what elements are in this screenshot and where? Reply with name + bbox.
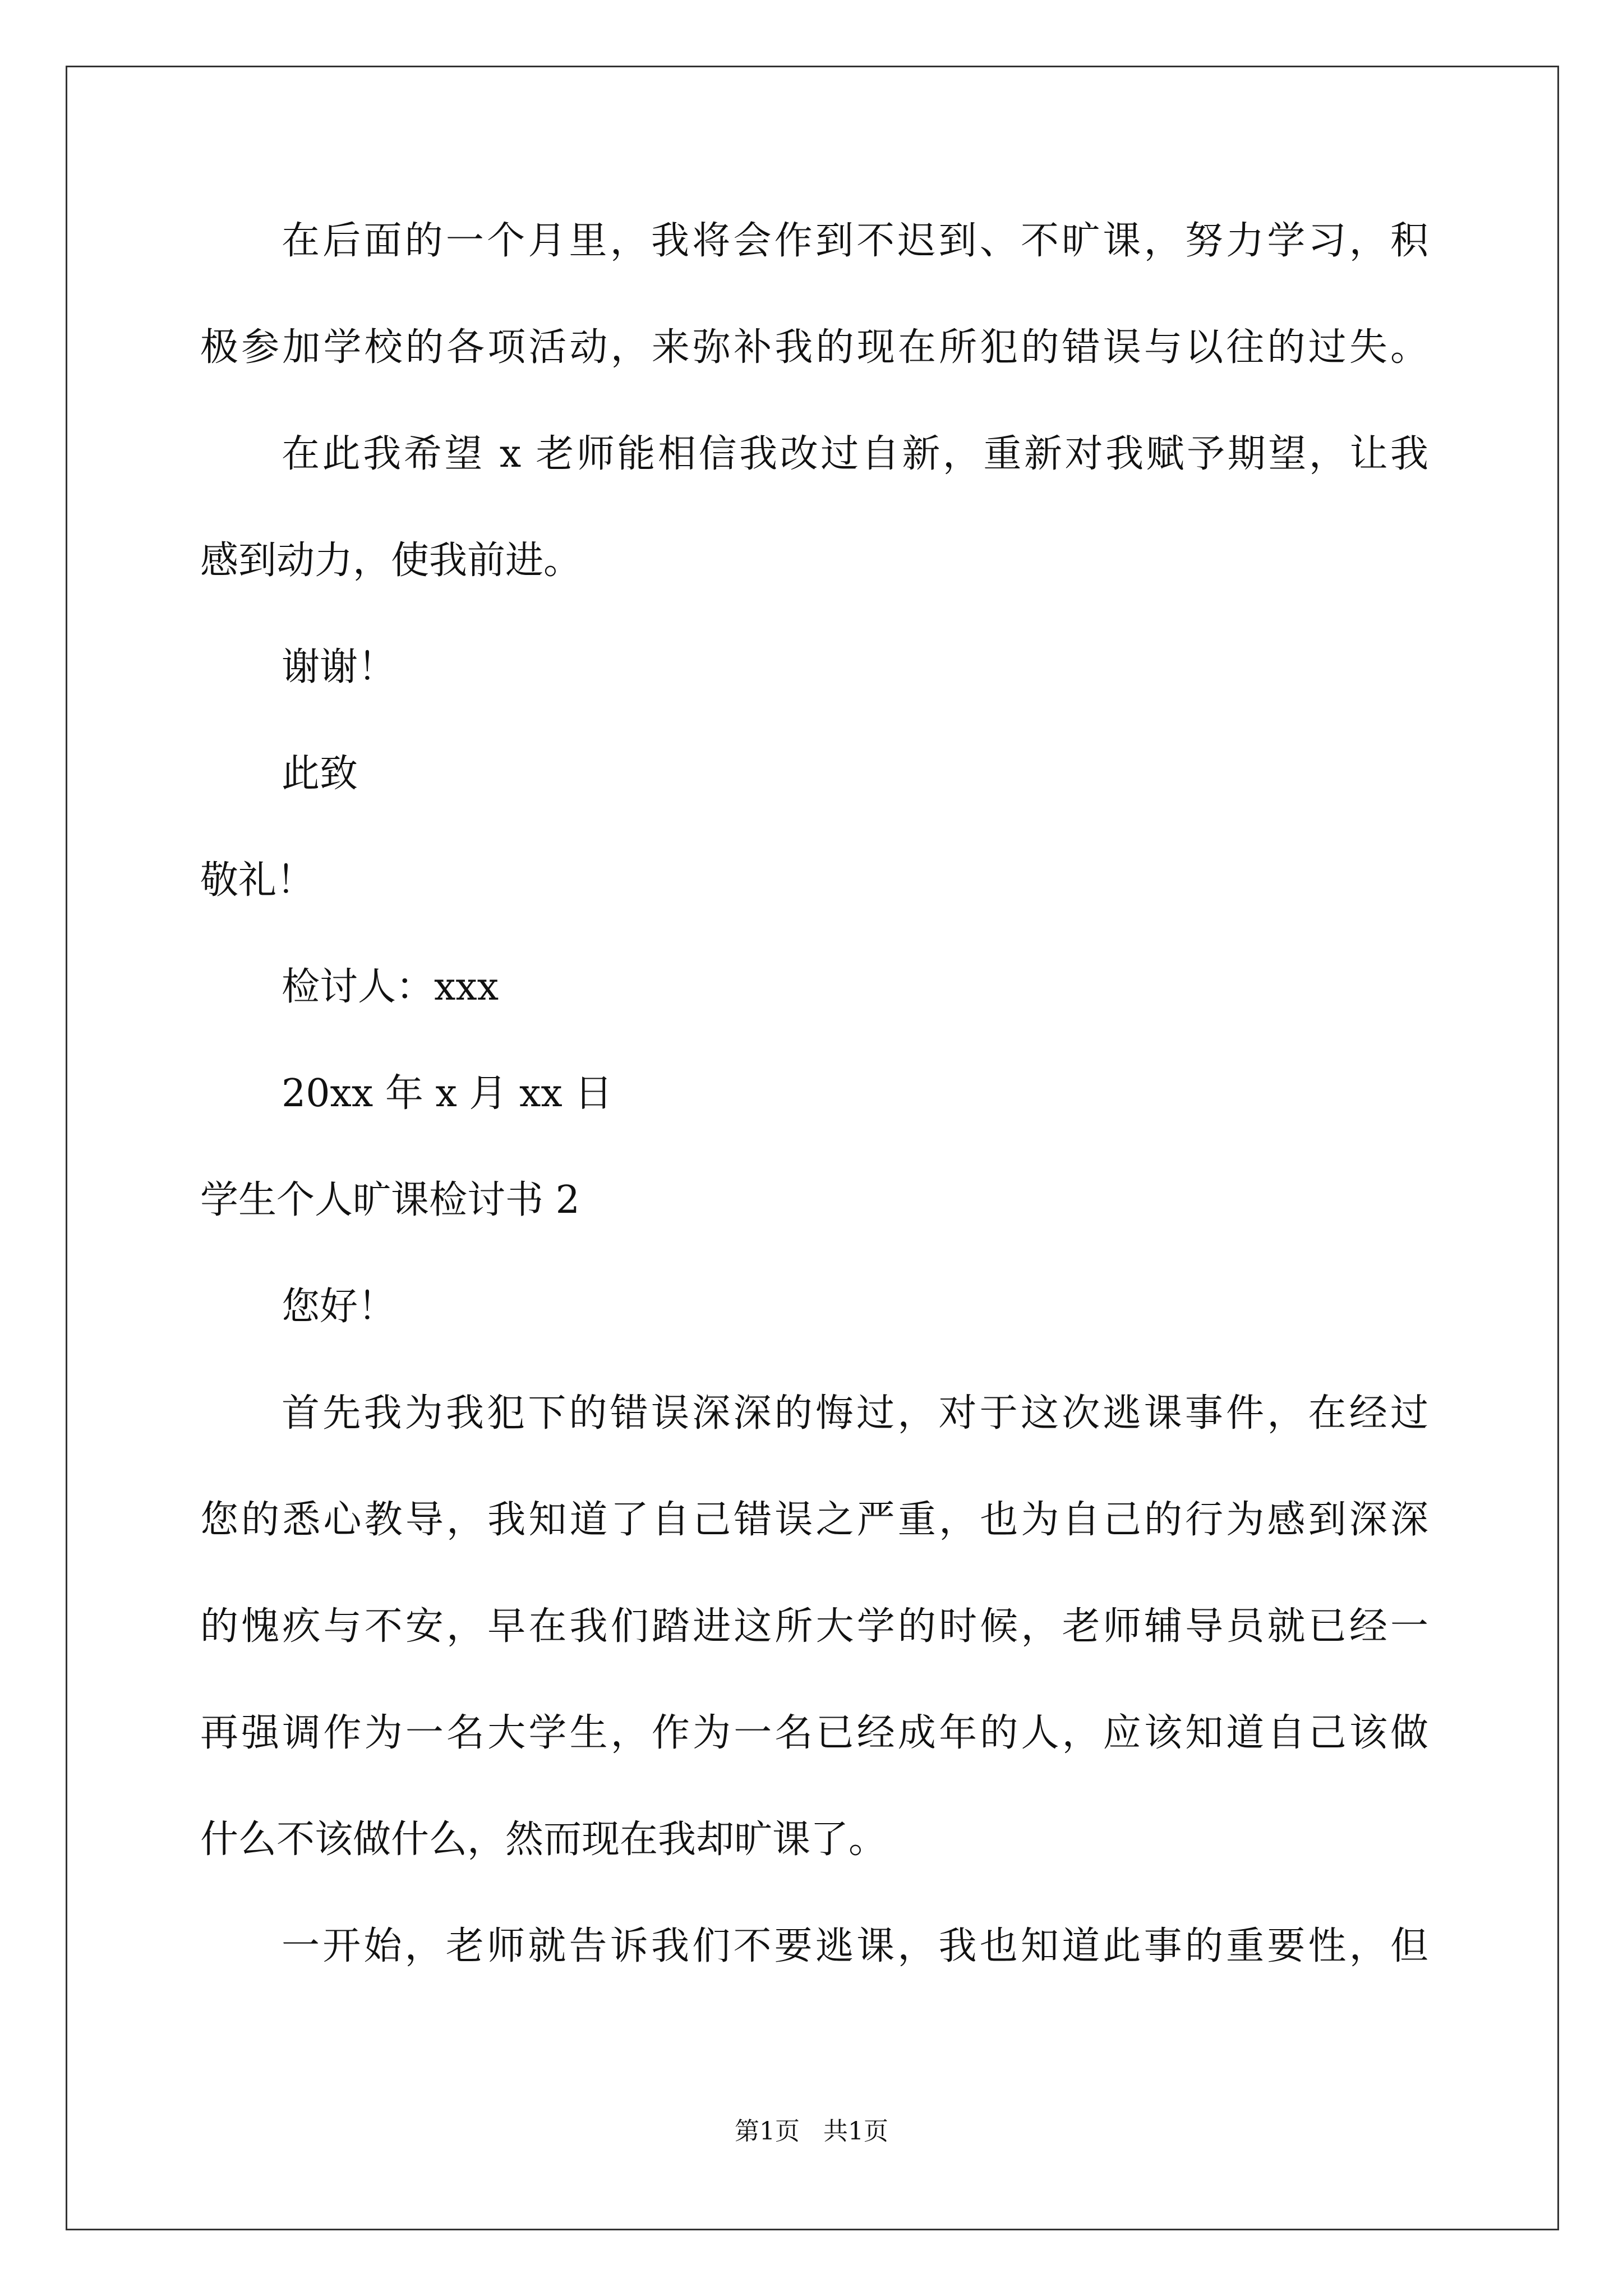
date-line: 20xx 年 x 月 xx 日	[282, 1071, 613, 1116]
section-title: 学生个人旷课检讨书 2	[200, 1178, 580, 1222]
greeting-line: 您好！	[282, 1285, 396, 1329]
paragraph-line: 您的悉心教导，我知道了自己错误之严重，也为自己的行为感到深深	[200, 1498, 1428, 1542]
paragraph-line: 首先我为我犯下的错误深深的悔过，对于这次逃课事件，在经过	[282, 1391, 1428, 1435]
paragraph-line: 的愧疚与不安，早在我们踏进这所大学的时候，老师辅导员就已经一	[200, 1604, 1428, 1649]
paragraph-line: 极参加学校的各项活动，来弥补我的现在所犯的错误与以往的过失。	[200, 325, 1428, 370]
paragraph-line: 在此我希望 x 老师能相信我改过自新，重新对我赋予期望，让我	[282, 432, 1428, 476]
page-footer: 第1页 共1页	[735, 2117, 888, 2146]
signature-line: 检讨人：xxx	[282, 965, 499, 1009]
paragraph-line: 再强调作为一名大学生，作为一名已经成年的人，应该知道自己该做	[200, 1711, 1428, 1755]
salutation-line: 敬礼！	[200, 858, 315, 903]
paragraph-line: 感到动力，使我前进。	[200, 539, 582, 583]
closing-line: 此致	[282, 752, 358, 796]
paragraph-line: 在后面的一个月里，我将会作到不迟到、不旷课，努力学习，积	[282, 219, 1428, 263]
page-border	[66, 66, 1559, 2230]
paragraph-line: 一开始，老师就告诉我们不要逃课，我也知道此事的重要性，但	[282, 1924, 1428, 1968]
thanks-line: 谢谢！	[282, 645, 396, 689]
paragraph-line: 什么不该做什么，然而现在我却旷课了。	[200, 1818, 887, 1862]
